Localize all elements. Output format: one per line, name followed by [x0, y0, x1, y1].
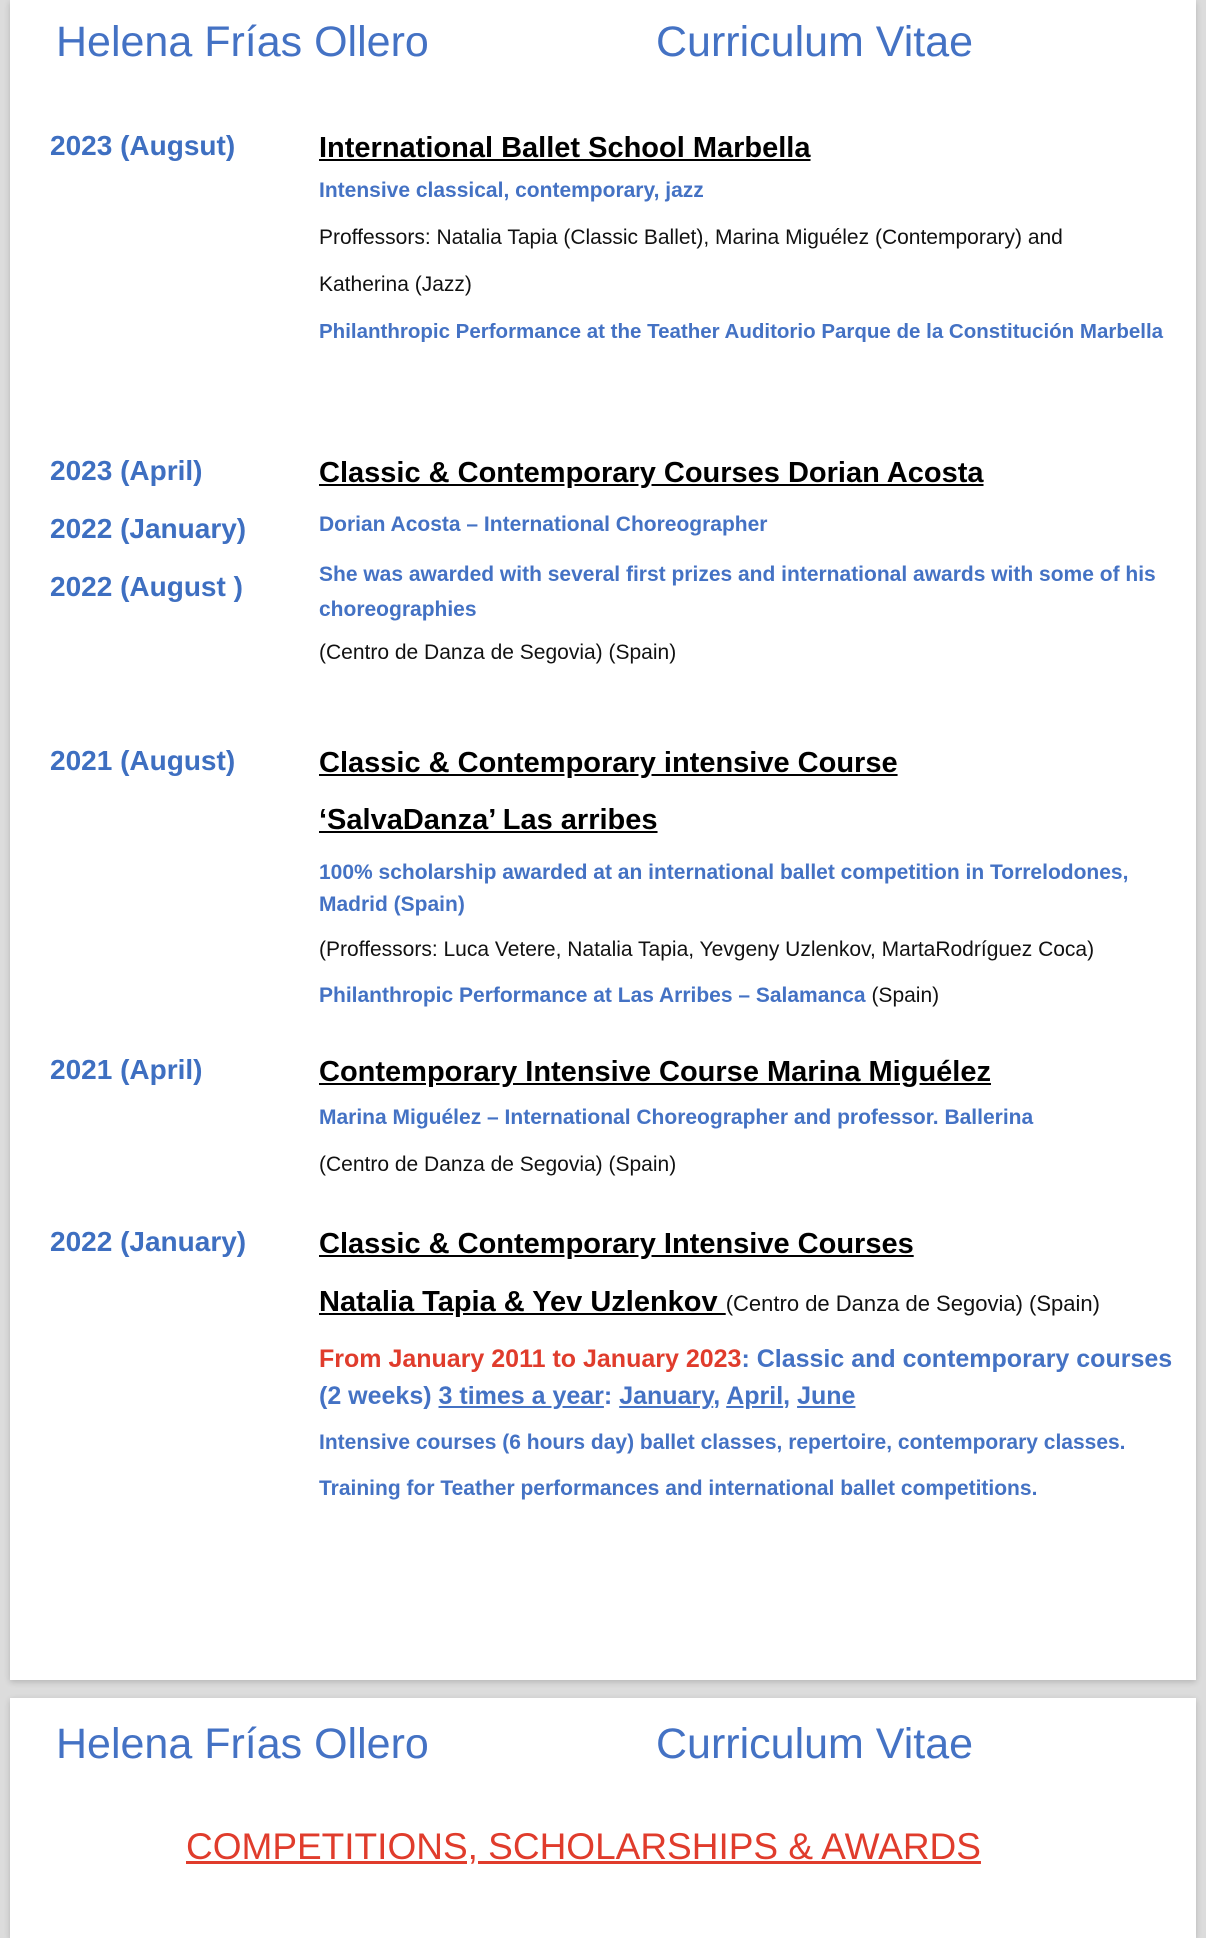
entry-description: She was awarded with several first prizes and international awards with some of his choreographies	[319, 563, 1156, 621]
entry-performance	[319, 984, 1189, 1008]
entry-period	[319, 1341, 1189, 1415]
entry-subtitle: Dorian Acosta – International Choreographer	[319, 513, 768, 536]
entry-salvadanza	[319, 745, 1189, 1008]
performance-text: Philanthropic Performance at Las Arribes – Salamanca	[319, 984, 866, 1007]
header-name: Helena Frías Ollero	[56, 1720, 429, 1768]
entry-dorian-acosta	[319, 455, 1189, 665]
entry-title: Contemporary Intensive Course Marina Miguélez	[319, 1056, 991, 1088]
entry-title-cont	[319, 1284, 1189, 1325]
entry-title: Classic & Contemporary Courses Dorian Acosta	[319, 457, 984, 489]
frequency-link[interactable]: 3 times a year	[438, 1382, 604, 1410]
entry-title-names: Natalia Tapia & Yev Uzlenkov	[319, 1286, 726, 1318]
period-range: From January 2011 to January 2023	[319, 1345, 742, 1373]
entry-location: (Centro de Danza de Segovia) (Spain)	[725, 1291, 1100, 1316]
entry-subtitle: Intensive classical, contemporary, jazz	[319, 179, 704, 202]
entry-natalia-tapia	[319, 1226, 1189, 1501]
entry-international-ballet-school	[319, 130, 1189, 344]
entry-professors-cont: Katherina (Jazz)	[319, 273, 472, 296]
entry-title: Classic & Contemporary intensive Course	[319, 747, 898, 779]
entry-date: 2023 (Augsut)	[50, 130, 236, 161]
entry-date: 2022 (January)	[50, 1226, 247, 1257]
period-desc: : Classic and contemporary courses	[741, 1345, 1173, 1373]
entry-performance: Philanthropic Performance at the Teather Auditorio Parque de la Constitución Marbella	[319, 320, 1164, 343]
entry-location: (Centro de Danza de Segovia) (Spain)	[319, 1153, 677, 1176]
performance-location: (Spain)	[865, 984, 940, 1007]
entry-date: 2022 (August )	[50, 571, 243, 602]
month-link-june[interactable]: June	[797, 1382, 856, 1410]
entry-intensive: Intensive courses (6 hours day) ballet classes, repertoire, contemporary classes.	[319, 1431, 1126, 1454]
entry-scholarship: 100% scholarship awarded at an international ballet competition in Torrelodones, Madrid (Spain)	[319, 861, 1129, 916]
comma-sep: ,	[713, 1382, 727, 1410]
entry-training: Training for Teather performances and international ballet competitions.	[319, 1477, 1038, 1500]
cv-page-1	[10, 0, 1196, 1680]
period-duration: (2 weeks)	[319, 1382, 439, 1410]
entry-date: 2021 (April)	[50, 1054, 203, 1085]
month-link-april[interactable]: April	[726, 1382, 784, 1410]
cv-page-2	[10, 1698, 1196, 1938]
entry-marina-miguelez	[319, 1054, 1189, 1177]
comma-sep: ,	[783, 1382, 798, 1410]
entry-title: Classic & Contemporary Intensive Courses	[319, 1228, 914, 1260]
section-title: COMPETITIONS, SCHOLARSHIPS & AWARDS	[186, 1826, 981, 1867]
entry-title-cont: ‘SalvaDanza’ Las arribes	[319, 804, 658, 836]
entry-date: 2022 (January)	[50, 513, 247, 544]
entry-title: International Ballet School Marbella	[319, 132, 811, 164]
entry-date: 2023 (April)	[50, 455, 203, 486]
entry-location: (Centro de Danza de Segovia) (Spain)	[319, 641, 677, 664]
colon-sep: :	[603, 1382, 620, 1410]
header-title: Curriculum Vitae	[656, 18, 974, 66]
entry-professors: (Proffessors: Luca Vetere, Natalia Tapia, Yevgeny Uzlenkov, MartaRodríguez Coca)	[319, 938, 1095, 961]
month-link-january[interactable]: January	[619, 1382, 714, 1410]
header-title: Curriculum Vitae	[656, 1720, 974, 1768]
header-name: Helena Frías Ollero	[56, 18, 429, 66]
entry-date: 2021 (August)	[50, 745, 236, 776]
entry-professors: Proffessors: Natalia Tapia (Classic Ballet), Marina Miguélez (Contemporary) and	[319, 226, 1063, 249]
entry-subtitle: Marina Miguélez – International Choreographer and professor. Ballerina	[319, 1106, 1034, 1129]
